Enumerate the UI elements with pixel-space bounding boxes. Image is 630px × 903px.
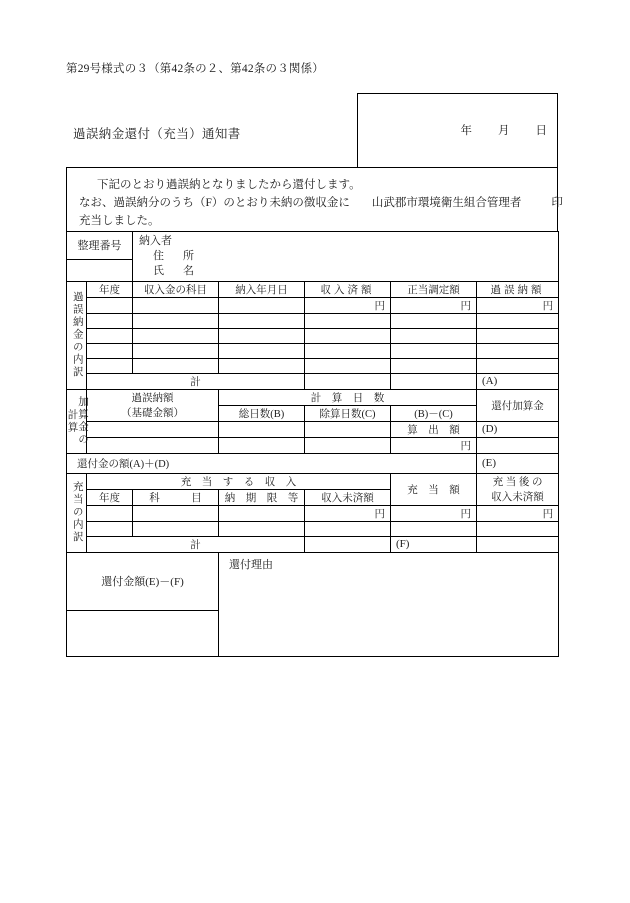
page-title: 過誤納金還付（充当）通知書 xyxy=(73,127,241,141)
table-row xyxy=(67,328,559,343)
table-row xyxy=(67,421,559,437)
col-header-overpaid-amount: 過誤納額 xyxy=(477,281,559,297)
cell-payment-date[interactable] xyxy=(219,328,305,343)
main-form-table xyxy=(66,231,559,657)
footer-amount-label: 還付金額(E)－(F) xyxy=(67,552,219,610)
appropriation-vertical-label: 充当の内訳 xyxy=(67,473,87,552)
surcharge-days-group-label: 計 算 日 数 xyxy=(219,389,477,405)
cell-fiscal-year[interactable] xyxy=(87,328,133,343)
cell-overpaid-amount[interactable] xyxy=(477,313,559,328)
cell-paid-amount[interactable] xyxy=(305,358,391,373)
statement-line-1: 下記のとおり過誤納となりましたから還付します。 xyxy=(97,179,361,191)
cell-revenue-item[interactable] xyxy=(133,313,219,328)
cell-proper-assessment[interactable] xyxy=(391,358,477,373)
statement-line-2-text: なお、過誤納分のうち（F）のとおり未納の徴収金に xyxy=(79,197,350,209)
cell-fiscal-year[interactable] xyxy=(87,297,133,313)
cell-paid-amount[interactable] xyxy=(305,328,391,343)
cell-excluded-days-2[interactable] xyxy=(305,437,391,453)
payer-info-cell[interactable] xyxy=(133,232,559,282)
cell-appr-item-2[interactable] xyxy=(133,521,219,536)
table-row xyxy=(67,521,559,536)
cell-overpaid-amount[interactable] xyxy=(477,358,559,373)
month-label: 月 xyxy=(498,125,510,137)
subheader-excluded-days: 除算日数(C) xyxy=(305,405,391,421)
cell-payment-date[interactable] xyxy=(219,358,305,373)
form-number: 第29号様式の３（第42条の２、第42条の３関係） xyxy=(66,63,324,75)
year-label: 年 xyxy=(460,125,472,137)
cell-base-amount[interactable] xyxy=(87,421,219,437)
cell-appr-unpaid-2[interactable] xyxy=(305,521,391,536)
appropriation-after-label xyxy=(477,473,559,505)
cell-revenue-item[interactable] xyxy=(133,343,219,358)
cell-proper-assessment[interactable] xyxy=(391,328,477,343)
appropriation-total-after[interactable] xyxy=(477,536,559,552)
cell-revenue-item[interactable] xyxy=(133,297,219,313)
cell-appr-after-unit[interactable]: 円 xyxy=(477,505,559,521)
after-label-line1: 充 当 後 の xyxy=(492,477,543,489)
cell-appr-fiscal-year-2[interactable] xyxy=(87,521,133,536)
refund-total-row xyxy=(67,453,559,473)
cell-appr-amount-2[interactable] xyxy=(391,521,477,536)
surcharge-refund-label: 還付加算金 xyxy=(477,389,559,421)
cell-revenue-item[interactable] xyxy=(133,328,219,343)
day-label: 日 xyxy=(535,125,547,137)
appropriation-total-unpaid[interactable] xyxy=(305,536,391,552)
cell-appr-after-2[interactable] xyxy=(477,521,559,536)
address-label: 住 所 xyxy=(153,249,198,262)
after-label-line2: 収入未済額 xyxy=(491,492,544,504)
name-label: 氏 名 xyxy=(153,264,198,277)
table-row xyxy=(67,358,559,373)
overpayment-total-proper[interactable] xyxy=(391,373,477,389)
seal-mark: 印 xyxy=(551,197,563,209)
subheader-total-days: 総日数(B) xyxy=(219,405,305,421)
payer-header-row xyxy=(67,232,559,260)
cell-calc-amount-label: 算 出 額 xyxy=(391,421,477,437)
cell-excluded-days[interactable] xyxy=(305,421,391,437)
overpayment-header-row xyxy=(67,281,559,297)
cell-total-days[interactable] xyxy=(219,421,305,437)
appropriation-header-row xyxy=(67,473,559,489)
cell-appr-due-date[interactable] xyxy=(219,505,305,521)
appropriation-total-label: 計 xyxy=(87,536,305,552)
cell-calc-amount-unit[interactable]: 円 xyxy=(391,437,477,453)
appropriation-total-mark-f: (F) xyxy=(391,536,477,552)
appropriation-amount-label: 充 当 額 xyxy=(391,473,477,505)
table-row xyxy=(67,297,559,313)
surcharge-vertical-label: 加算金の計算 xyxy=(67,389,87,453)
cell-paid-amount[interactable] xyxy=(305,313,391,328)
appropriation-total-row xyxy=(67,536,559,552)
statement-line-3: 充当しました。 xyxy=(79,215,160,227)
surcharge-header-row xyxy=(67,389,559,405)
col-header-proper-assessment: 正当調定額 xyxy=(391,281,477,297)
footer-header-row xyxy=(67,552,559,610)
statement-line-2 xyxy=(79,194,563,210)
footer-reason-cell[interactable] xyxy=(219,552,559,656)
cell-appr-unpaid-unit[interactable]: 円 xyxy=(305,505,391,521)
col-header-fiscal-year: 年度 xyxy=(87,281,133,297)
cell-overpaid-amount[interactable] xyxy=(477,343,559,358)
cell-base-amount-2[interactable] xyxy=(87,437,219,453)
subheader-net-days: (B)－(C) xyxy=(391,405,477,421)
cell-fiscal-year[interactable] xyxy=(87,343,133,358)
table-row xyxy=(67,505,559,521)
table-row xyxy=(67,343,559,358)
cell-appr-item[interactable] xyxy=(133,505,219,521)
subheader-appr-item: 科 目 xyxy=(133,489,219,505)
overpayment-total-label: 計 xyxy=(87,373,305,389)
cell-refund-mark-d: (D) xyxy=(477,421,559,437)
cell-appr-due-date-2[interactable] xyxy=(219,521,305,536)
overpayment-total-paid[interactable] xyxy=(305,373,391,389)
cell-paid-amount-unit[interactable]: 円 xyxy=(305,297,391,313)
cell-fiscal-year[interactable] xyxy=(87,358,133,373)
issuer-name: 山武郡市環境衛生組合管理者 xyxy=(371,197,522,209)
date-fields xyxy=(461,122,548,138)
subheader-appr-fiscal-year: 年度 xyxy=(87,489,133,505)
base-amount-line1: 過誤納額 xyxy=(131,393,174,405)
table-row xyxy=(67,437,559,453)
cell-payment-date[interactable] xyxy=(219,313,305,328)
ref-no-label: 整理番号 xyxy=(67,232,133,260)
ref-no-value[interactable] xyxy=(67,259,133,281)
cell-overpaid-amount[interactable] xyxy=(477,328,559,343)
cell-proper-assessment[interactable] xyxy=(391,313,477,328)
appropriation-group-header: 充 当 す る 収 入 xyxy=(87,473,391,489)
payer-label: 納入者 xyxy=(139,235,172,247)
col-header-payment-date: 納入年月日 xyxy=(219,281,305,297)
col-header-paid-amount: 収入済額 xyxy=(305,281,391,297)
cell-appr-amount-unit[interactable]: 円 xyxy=(391,505,477,521)
base-amount-line2: （基礎金額） xyxy=(121,408,184,420)
cell-proper-assessment-unit[interactable]: 円 xyxy=(391,297,477,313)
table-row xyxy=(67,313,559,328)
cell-proper-assessment[interactable] xyxy=(391,343,477,358)
overpayment-total-mark-a: (A) xyxy=(477,373,559,389)
subheader-appr-unpaid: 収入未済額 xyxy=(305,489,391,505)
cell-revenue-item[interactable] xyxy=(133,358,219,373)
cell-paid-amount[interactable] xyxy=(305,343,391,358)
subheader-appr-due-date: 納 期 限 等 xyxy=(219,489,305,505)
cell-appr-fiscal-year[interactable] xyxy=(87,505,133,521)
refund-total-label: 還付金の額(A)＋(D) xyxy=(67,453,477,473)
cell-refund-surcharge-value[interactable] xyxy=(477,437,559,453)
col-header-revenue-item: 収入金の科目 xyxy=(133,281,219,297)
cell-payment-date[interactable] xyxy=(219,343,305,358)
date-box xyxy=(357,93,558,167)
statement-box xyxy=(66,167,563,231)
cell-total-days-2[interactable] xyxy=(219,437,305,453)
footer-amount-value[interactable] xyxy=(67,610,219,656)
overpayment-vertical-label: 過誤納金の内訳 xyxy=(67,281,87,389)
cell-fiscal-year[interactable] xyxy=(87,313,133,328)
overpayment-total-row xyxy=(67,373,559,389)
cell-payment-date[interactable] xyxy=(219,297,305,313)
refund-total-mark-e: (E) xyxy=(477,453,559,473)
cell-overpaid-amount-unit[interactable]: 円 xyxy=(477,297,559,313)
footer-reason-label: 還付理由 xyxy=(229,558,273,571)
surcharge-base-amount-label xyxy=(87,389,219,421)
